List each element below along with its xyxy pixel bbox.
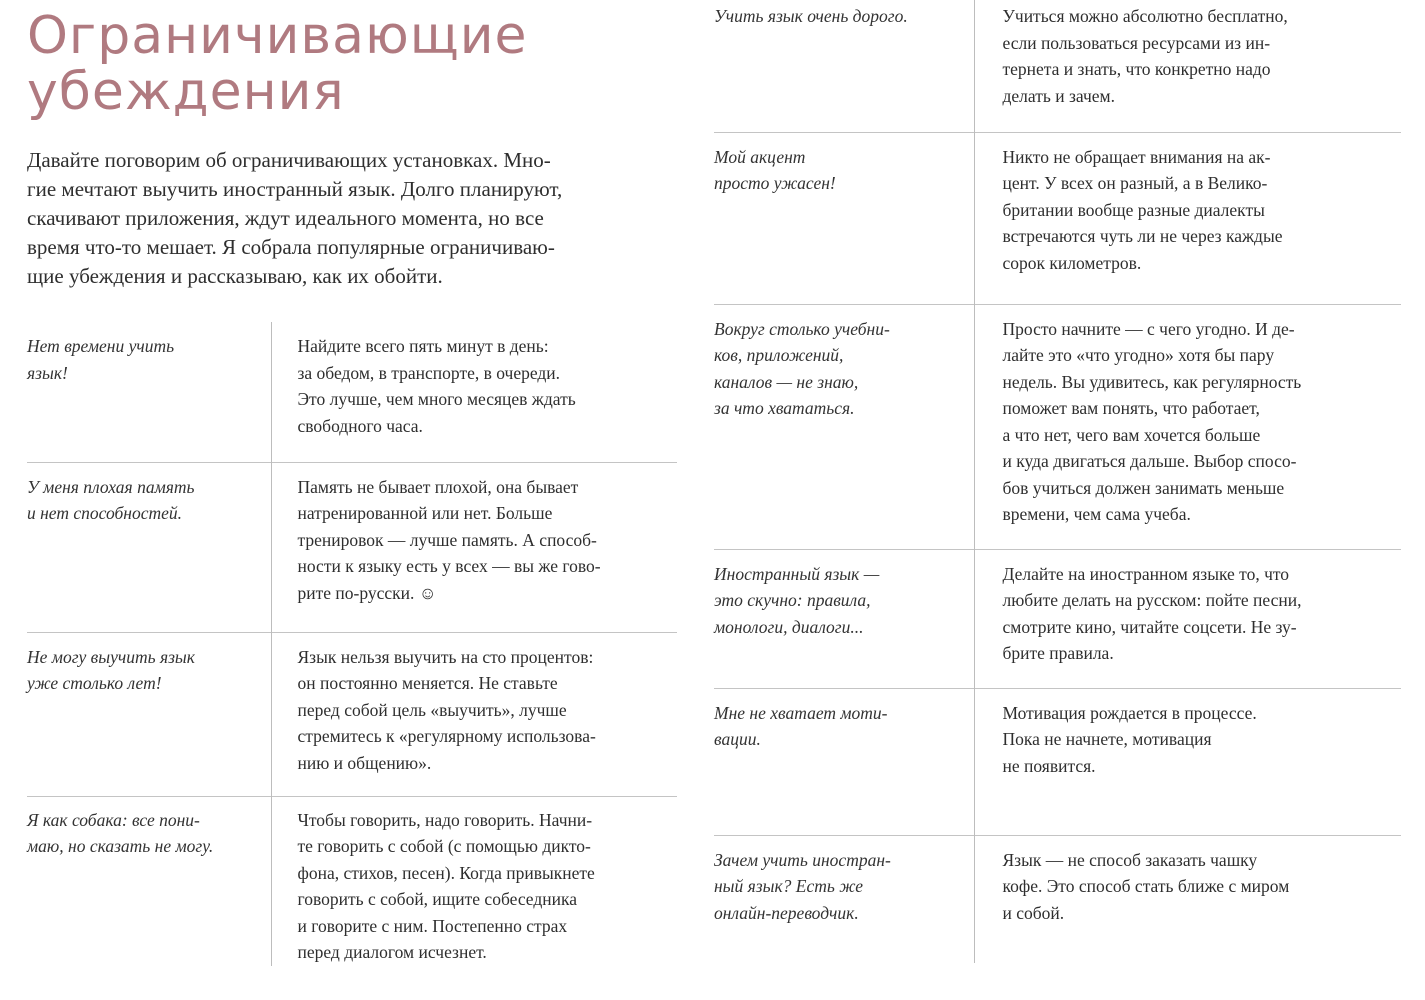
belief-line: вации. bbox=[714, 729, 761, 749]
belief-row bbox=[714, 549, 1401, 688]
answer-line: Память не бывает плохой, она бывает bbox=[297, 476, 579, 497]
answer-line: цент. У всех он разный, а в Велико- bbox=[1002, 173, 1268, 193]
belief-line: Учить язык очень дорого. bbox=[714, 6, 908, 26]
answer-line: поможет вам понять, что работает, bbox=[1002, 398, 1260, 418]
answer-line: перед собой цель «выучить», лучше bbox=[297, 699, 567, 720]
answer-line: встречаются чуть ли не через каждые bbox=[1002, 226, 1283, 246]
belief-cell bbox=[27, 322, 271, 462]
intro-line: щие убеждения и рассказываю, как их обойти. bbox=[27, 264, 443, 288]
belief-row bbox=[714, 132, 1401, 304]
belief-line: Я как собака: все пони- bbox=[27, 809, 200, 830]
answer-line: Пока не начнете, мотивация bbox=[1002, 729, 1212, 749]
belief-line: монологи, диалоги... bbox=[714, 616, 864, 637]
belief-line: Не могу выучить язык bbox=[27, 646, 195, 667]
answer-line: а что нет, чего вам хочется больше bbox=[1002, 424, 1261, 445]
answer-line: брите правила. bbox=[1002, 643, 1114, 663]
answer-line: он постоянно меняется. Не ставьте bbox=[297, 673, 558, 693]
answer-line: делать и зачем. bbox=[1002, 85, 1115, 106]
intro-line: время что-то мешает. Я собрала популярные ограничиваю- bbox=[27, 235, 555, 259]
belief-row bbox=[27, 796, 677, 966]
answer-cell bbox=[974, 835, 1401, 963]
belief-cell bbox=[714, 835, 974, 963]
beliefs-table-right bbox=[714, 0, 1401, 963]
answer-cell bbox=[271, 322, 677, 462]
answer-line: нию и общению». bbox=[297, 752, 432, 773]
belief-line: маю, но сказать не могу. bbox=[27, 836, 214, 856]
answer-line: Это лучше, чем много месяцев ждать bbox=[297, 389, 576, 409]
answer-cell bbox=[974, 0, 1401, 132]
answer-line: Найдите всего пять минут в день: bbox=[297, 336, 549, 356]
answer-line: перед диалогом исчезнет. bbox=[297, 942, 487, 962]
belief-line: У меня плохая память bbox=[27, 476, 195, 497]
answer-cell bbox=[974, 132, 1401, 304]
answer-line: Никто не обращает внимания на ак- bbox=[1002, 146, 1271, 167]
answer-line: ности к языку есть у всех — вы же гово- bbox=[297, 556, 601, 576]
belief-row bbox=[714, 688, 1401, 835]
answer-line: натренированной или нет. Больше bbox=[297, 503, 553, 523]
belief-line: Иностранный язык — bbox=[714, 563, 880, 584]
answer-line: бов учиться должен занимать меньше bbox=[1002, 477, 1285, 498]
belief-line: язык! bbox=[27, 362, 68, 383]
belief-line: ный язык? Есть же bbox=[714, 876, 864, 896]
answer-line: и куда двигаться дальше. Выбор спосо- bbox=[1002, 451, 1297, 471]
belief-line: просто ужасен! bbox=[714, 173, 836, 193]
belief-cell bbox=[714, 688, 974, 835]
belief-row bbox=[27, 632, 677, 796]
belief-line: Нет времени учить bbox=[27, 336, 175, 356]
answer-line: Учиться можно абсолютно бесплатно, bbox=[1002, 6, 1288, 26]
belief-cell bbox=[27, 632, 271, 796]
answer-line: рите по-русски. ☺ bbox=[297, 582, 437, 603]
answer-line: смотрите кино, читайте соцсети. Не зу- bbox=[1002, 616, 1297, 637]
answer-line: и собой. bbox=[1002, 902, 1065, 923]
belief-line: Зачем учить иностран- bbox=[714, 849, 891, 870]
belief-cell bbox=[714, 304, 974, 549]
answer-line: британии вообще разные диалекты bbox=[1002, 199, 1265, 220]
answer-line: сорок километров. bbox=[1002, 252, 1142, 273]
belief-line: Мне не хватает моти- bbox=[714, 702, 888, 723]
belief-row bbox=[27, 462, 677, 632]
belief-row bbox=[714, 835, 1401, 963]
intro-line: гие мечтают выучить иностранный язык. Долго планируют, bbox=[27, 177, 563, 201]
answer-line: свободного часа. bbox=[297, 415, 423, 436]
answer-line: Чтобы говорить, надо говорить. Начни- bbox=[297, 809, 593, 830]
page-title-line: убеждения bbox=[27, 62, 345, 122]
answer-line: Просто начните — с чего угодно. И де- bbox=[1002, 318, 1295, 339]
belief-cell bbox=[27, 462, 271, 632]
answer-line: стремитесь к «регулярному использова- bbox=[297, 726, 596, 746]
belief-cell bbox=[714, 0, 974, 132]
page-title-line: Ограничивающие bbox=[27, 6, 528, 66]
belief-line: онлайн-переводчик. bbox=[714, 902, 859, 923]
belief-line: каналов — не знаю, bbox=[714, 371, 859, 392]
answer-line: те говорить с собой (с помощью дикто- bbox=[297, 836, 591, 856]
belief-line: Мой акцент bbox=[714, 146, 806, 167]
answer-cell bbox=[271, 632, 677, 796]
belief-row bbox=[714, 304, 1401, 549]
answer-line: Язык — не способ заказать чашку bbox=[1002, 849, 1258, 870]
answer-line: лайте это «что угодно» хотя бы пару bbox=[1002, 345, 1275, 365]
answer-cell bbox=[974, 304, 1401, 549]
intro-line: скачивают приложения, ждут идеального момента, но все bbox=[27, 206, 544, 230]
answer-line: времени, чем сама учеба. bbox=[1002, 504, 1191, 524]
belief-line: это скучно: правила, bbox=[714, 590, 871, 610]
answer-line: говорить с собой, ищите собеседника bbox=[297, 889, 577, 909]
belief-row bbox=[27, 322, 677, 462]
answer-cell bbox=[271, 462, 677, 632]
answer-line: любите делать на русском: пойте песни, bbox=[1002, 590, 1302, 610]
belief-line: ков, приложений, bbox=[714, 345, 844, 365]
intro-paragraph bbox=[27, 146, 677, 291]
belief-line: уже столько лет! bbox=[27, 673, 162, 693]
belief-cell bbox=[714, 549, 974, 688]
answer-line: не появится. bbox=[1002, 755, 1096, 776]
beliefs-table-left bbox=[27, 322, 677, 966]
answer-line: за обедом, в транспорте, в очереди. bbox=[297, 362, 561, 383]
answer-cell bbox=[271, 796, 677, 966]
belief-cell bbox=[714, 132, 974, 304]
answer-line: тренировок — лучше память. А способ- bbox=[297, 529, 597, 550]
belief-line: Вокруг столько учебни- bbox=[714, 318, 890, 339]
answer-cell bbox=[974, 549, 1401, 688]
page-title bbox=[27, 8, 667, 120]
belief-cell bbox=[27, 796, 271, 966]
answer-line: и говорите с ним. Постепенно страх bbox=[297, 915, 568, 936]
answer-line: Делайте на иностранном языке то, что bbox=[1002, 563, 1290, 584]
answer-line: недель. Вы удивитесь, как регулярность bbox=[1002, 371, 1302, 392]
intro-line: Давайте поговорим об ограничивающих установках. Мно- bbox=[27, 148, 551, 172]
belief-line: и нет способностей. bbox=[27, 503, 183, 523]
answer-line: Мотивация рождается в процессе. bbox=[1002, 702, 1257, 723]
answer-line: тернета и знать, что конкретно надо bbox=[1002, 59, 1271, 79]
answer-line: Язык нельзя выучить на сто процентов: bbox=[297, 646, 594, 667]
answer-cell bbox=[974, 688, 1401, 835]
belief-line: за что хвататься. bbox=[714, 398, 855, 418]
answer-line: если пользоваться ресурсами из ин- bbox=[1002, 32, 1271, 53]
belief-row bbox=[714, 0, 1401, 132]
answer-line: кофе. Это способ стать ближе с миром bbox=[1002, 876, 1290, 896]
answer-line: фона, стихов, песен). Когда привыкнете bbox=[297, 862, 595, 883]
